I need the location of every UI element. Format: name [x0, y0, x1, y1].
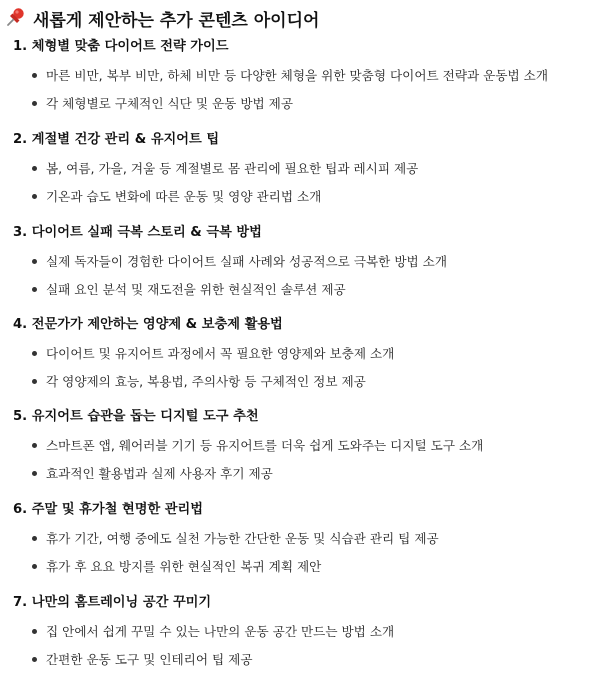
section-heading: 5. 유지어트 습관을 돕는 디지털 도구 추천: [13, 409, 259, 424]
list-item: [0, 650, 607, 670]
list-item: [0, 557, 607, 577]
bullet-dot-icon: [32, 443, 37, 448]
list-item: [0, 464, 607, 484]
list-item-text: 기온과 습도 변화에 따른 운동 및 영양 관리법 소개: [46, 189, 322, 204]
section-heading: 3. 다이어트 실패 극복 스토리 & 극복 방법: [13, 225, 262, 240]
bullet-dot-icon: [32, 379, 37, 384]
bullet-dot-icon: [32, 657, 37, 662]
list-item: [0, 372, 607, 392]
bullet-dot-icon: [32, 73, 37, 78]
bullet-dot-icon: [32, 629, 37, 634]
bullet-dot-icon: [32, 351, 37, 356]
bullet-dot-icon: [32, 166, 37, 171]
list-item-text: 집 안에서 쉽게 꾸밀 수 있는 나만의 운동 공간 만드는 방법 소개: [46, 624, 395, 639]
list-item: [0, 622, 607, 642]
list-item: [0, 280, 607, 300]
list-item: [0, 66, 607, 86]
list-item: [0, 252, 607, 272]
list-item-text: 효과적인 활용법과 실제 사용자 후기 제공: [46, 466, 273, 481]
list-item-text: 각 영양제의 효능, 복용법, 주의사항 등 구체적인 정보 제공: [46, 374, 366, 389]
bullet-dot-icon: [32, 564, 37, 569]
bullet-dot-icon: [32, 471, 37, 476]
list-item: [0, 436, 607, 456]
bullet-dot-icon: [32, 259, 37, 264]
section-heading: 1. 체형별 맞춤 다이어트 전략 가이드: [13, 39, 229, 54]
bullet-dot-icon: [32, 536, 37, 541]
list-item-text: 휴가 기간, 여행 중에도 실천 가능한 간단한 운동 및 식습관 관리 팁 제공: [46, 531, 439, 546]
bullet-dot-icon: [32, 194, 37, 199]
list-item: [0, 529, 607, 549]
list-item-text: 실패 요인 분석 및 재도전을 위한 현실적인 솔루션 제공: [46, 282, 346, 297]
bullet-dot-icon: [32, 101, 37, 106]
page-title-text: 새롭게 제안하는 추가 콘텐츠 아이디어: [33, 10, 320, 31]
list-item-text: 각 체형별로 구체적인 식단 및 운동 방법 제공: [46, 96, 294, 111]
page-title: [6, 4, 319, 32]
section-heading: 7. 나만의 홈트레이닝 공간 꾸미기: [13, 595, 212, 610]
list-item: [0, 94, 607, 114]
list-item-text: 다이어트 및 유지어트 과정에서 꼭 필요한 영양제와 보충제 소개: [46, 346, 395, 361]
list-item: [0, 159, 607, 179]
list-item-text: 봄, 여름, 가을, 겨울 등 계절별로 몸 관리에 필요한 팁과 레시피 제공: [46, 161, 419, 176]
list-item-text: 마른 비만, 복부 비만, 하체 비만 등 다양한 체형을 위한 맞춤형 다이어트 전략과 운동법 소개: [46, 68, 549, 83]
list-item-text: 휴가 후 요요 방지를 위한 현실적인 복귀 계획 제안: [46, 559, 322, 574]
list-item: [0, 187, 607, 207]
list-item-text: 실제 독자들이 경험한 다이어트 실패 사례와 성공적으로 극복한 방법 소개: [46, 254, 447, 269]
section-heading: 2. 계절별 건강 관리 & 유지어트 팁: [13, 132, 220, 147]
list-item-text: 스마트폰 앱, 웨어러블 기기 등 유지어트를 더욱 쉽게 도와주는 디지털 도구 소개: [46, 438, 484, 453]
pushpin-icon: [6, 7, 26, 29]
list-item: [0, 344, 607, 364]
bullet-dot-icon: [32, 287, 37, 292]
list-item-text: 간편한 운동 도구 및 인테리어 팁 제공: [46, 652, 253, 667]
section-heading: 4. 전문가가 제안하는 영양제 & 보충제 활용법: [13, 317, 283, 332]
section-heading: 6. 주말 및 휴가철 현명한 관리법: [13, 502, 204, 517]
